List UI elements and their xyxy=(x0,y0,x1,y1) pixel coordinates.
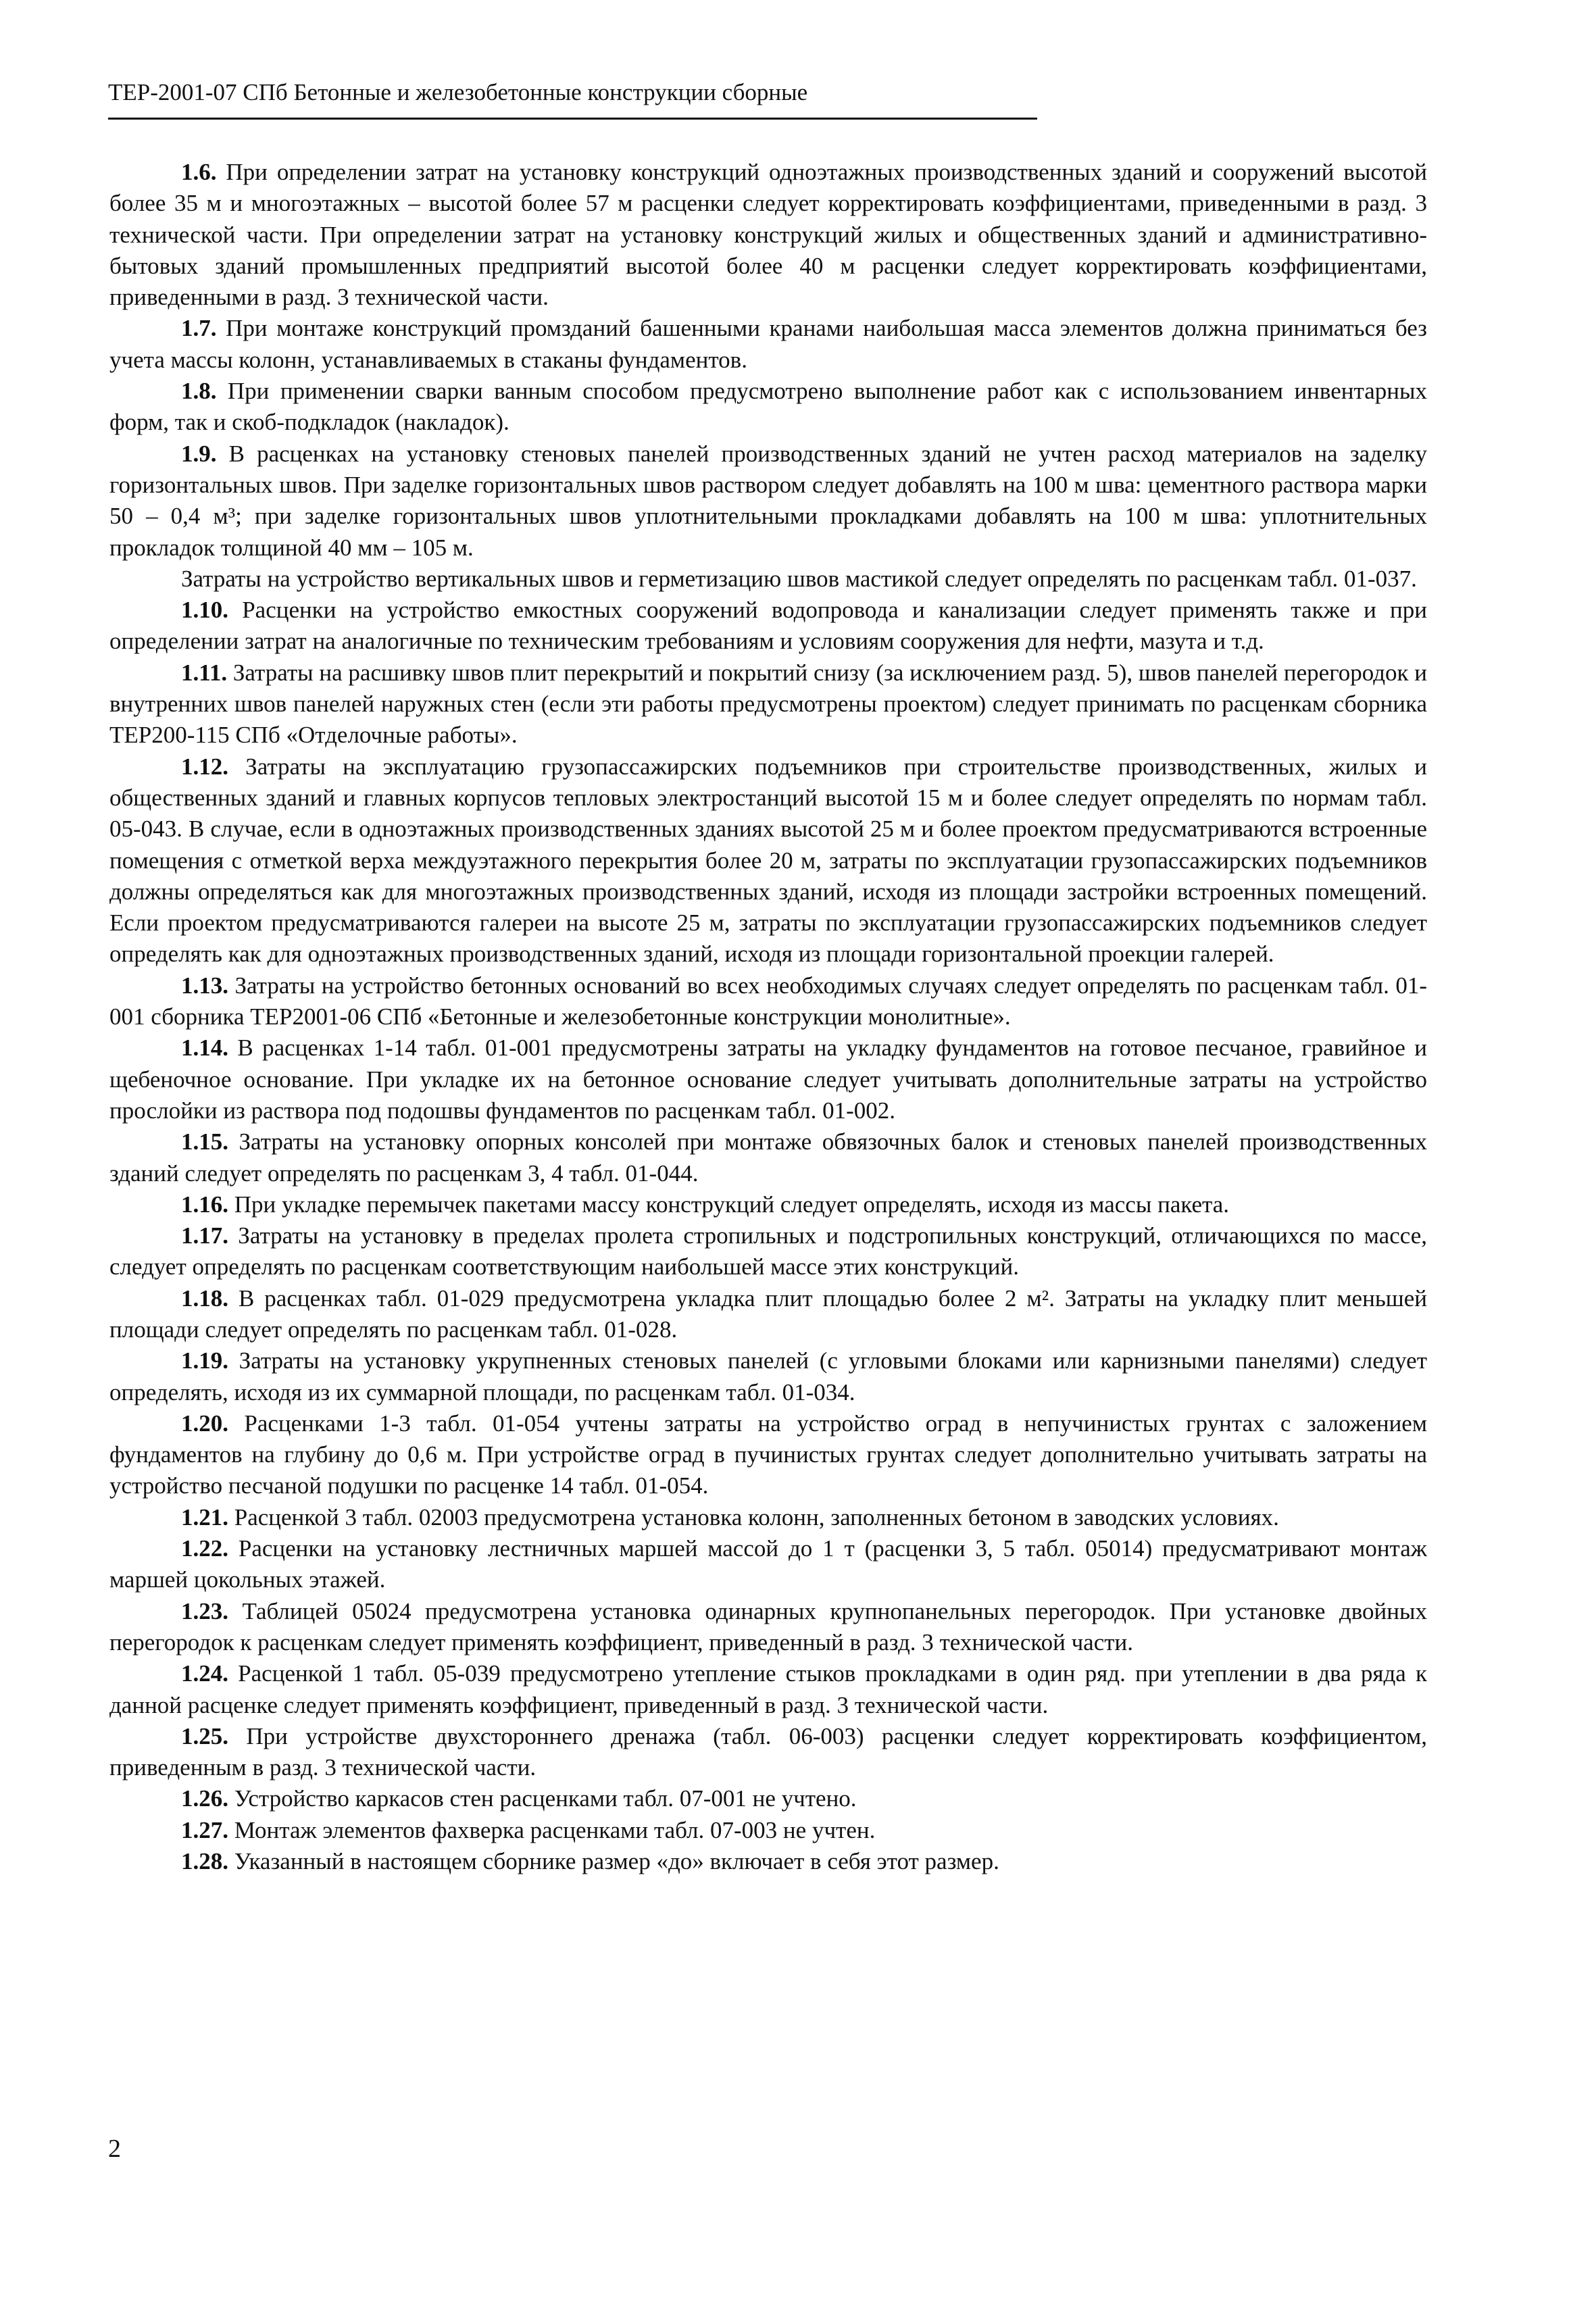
paragraph-1-9 xyxy=(109,439,1427,564)
clause-number: 1.20. xyxy=(181,1410,228,1437)
clause-number: 1.17. xyxy=(181,1222,228,1249)
paragraph-1-25 xyxy=(109,1721,1427,1784)
paragraph-1-9-cont xyxy=(109,564,1427,595)
clause-text: При определении затрат на установку конструкций одноэтажных производственных зданий и сооружений высотой более 35 м и многоэтажных – высотой более 57 м расценки следует корректировать коэффициентами, приведенными в разд. 3 технической части. При определении затрат на установку конструкций жилых и общественных зданий и административно-бытовых зданий промышленных предприятий высотой более 40 м расценки следует корректировать коэффициентами, приведенными в разд. 3 технической части. xyxy=(109,159,1427,311)
clause-text: Затраты на эксплуатацию грузопассажирских подъемников при строительстве производственных, жилых и общественных зданий и главных корпусов тепловых электростанций высотой 15 м и более следует определять по нормам табл. 05-043. В случае, если в одноэтажных производственных зданиях высотой 25 м и более проектом предусматриваются встроенные помещения с отметкой верха междуэтажного перекрытия более 20 м, затраты по эксплуатации грузопассажирских подъемников должны определяться как для многоэтажных производственных зданий, исходя из площади застройки встроенных помещений. Если проектом предусматриваются галереи на высоте 25 м, затраты по эксплуатации грузопассажирских подъемников следует определять как для одноэтажных производственных зданий, исходя из площади горизонтальной проекции галерей. xyxy=(109,753,1427,968)
paragraph-1-22 xyxy=(109,1533,1427,1596)
paragraph-1-20 xyxy=(109,1408,1427,1502)
paragraph-1-21 xyxy=(109,1502,1427,1533)
document-body xyxy=(109,157,1427,1877)
paragraph-1-24 xyxy=(109,1658,1427,1721)
clause-text: Затраты на устройство вертикальных швов и герметизацию швов мастикой следует определять по расценкам табл. 01-037. xyxy=(181,565,1417,592)
clause-number: 1.19. xyxy=(181,1347,228,1374)
clause-text: Указанный в настоящем сборнике размер «до» включает в себя этот размер. xyxy=(228,1848,999,1875)
paragraph-1-26 xyxy=(109,1783,1427,1814)
clause-text: В расценках 1-14 табл. 01-001 предусмотрены затраты на укладку фундаментов на готовое песчаное, гравийное и щебеночное основание. При укладке их на бетонное основание следует учитывать дополнительные затраты на устройство прослойки из раствора под подошвы фундаментов по расценкам табл. 01-002. xyxy=(109,1035,1427,1124)
clause-number: 1.13. xyxy=(181,972,228,999)
clause-number: 1.9. xyxy=(181,440,217,467)
clause-number: 1.8. xyxy=(181,378,217,405)
clause-number: 1.12. xyxy=(181,753,228,780)
paragraph-1-15 xyxy=(109,1126,1427,1189)
clause-text: При устройстве двухстороннего дренажа (табл. 06-003) расценки следует корректировать коэффициентом, приведенным в разд. 3 технической части. xyxy=(109,1722,1427,1781)
clause-number: 1.24. xyxy=(181,1660,228,1687)
paragraph-1-14 xyxy=(109,1032,1427,1126)
clause-number: 1.18. xyxy=(181,1285,228,1312)
clause-number: 1.23. xyxy=(181,1597,228,1624)
running-header: ТЕР-2001-07 СПб Бетонные и железобетонные конструкции сборные xyxy=(108,79,808,105)
clause-text: При укладке перемычек пакетами массу конструкций следует определять, исходя из массы пакета. xyxy=(228,1191,1230,1218)
clause-number: 1.15. xyxy=(181,1128,228,1155)
clause-text: В расценках табл. 01-029 предусмотрена укладка плит площадью более 2 м². Затраты на укладку плит меньшей площади следует определять по расценкам табл. 01-028. xyxy=(109,1285,1427,1343)
clause-number: 1.7. xyxy=(181,315,217,342)
paragraph-1-10 xyxy=(109,595,1427,657)
clause-number: 1.22. xyxy=(181,1535,228,1562)
clause-number: 1.14. xyxy=(181,1035,228,1062)
clause-text: Затраты на установку в пределах пролета стропильных и подстропильных конструкций, отличающихся по массе, следует определять по расценкам соответствующим наибольшей массе этих конструкций. xyxy=(109,1222,1427,1280)
clause-text: При применении сварки ванным способом предусмотрено выполнение работ как с использованием инвентарных форм, так и скоб-подкладок (накладок). xyxy=(109,378,1427,436)
clause-number: 1.27. xyxy=(181,1816,228,1843)
clause-text: Таблицей 05024 предусмотрена установка одинарных крупнопанельных перегородок. При установке двойных перегородок к расценкам следует применять коэффициент, приведенный в разд. 3 технической части. xyxy=(109,1597,1427,1656)
paragraph-1-28 xyxy=(109,1846,1427,1877)
clause-text: При монтаже конструкций промзданий башенными кранами наибольшая масса элементов должна приниматься без учета массы колонн, устанавливаемых в стаканы фундаментов. xyxy=(109,315,1427,373)
clause-text: Расценки на установку лестничных маршей массой до 1 т (расценки 3, 5 табл. 05014) предусматривают монтаж маршей цокольных этажей. xyxy=(109,1535,1427,1593)
clause-number: 1.28. xyxy=(181,1848,228,1875)
clause-number: 1.16. xyxy=(181,1191,228,1218)
clause-text: Монтаж элементов фахверка расценками табл. 07-003 не учтен. xyxy=(228,1816,876,1843)
clause-text: Затраты на устройство бетонных оснований во всех необходимых случаях следует определять по расценкам табл. 01-001 сборника ТЕР2001-06 СПб «Бетонные и железобетонные конструкции монолитные». xyxy=(109,972,1427,1030)
paragraph-1-19 xyxy=(109,1345,1427,1408)
paragraph-1-17 xyxy=(109,1220,1427,1283)
clause-text: Затраты на расшивку швов плит перекрытий и покрытий снизу (за исключением разд. 5), швов панелей перегородок и внутренних швов панелей наружных стен (если эти работы предусмотрены проектом) следует принимать по расценкам сборника ТЕР200-115 СПб «Отделочные работы». xyxy=(109,659,1427,749)
clause-number: 1.25. xyxy=(181,1722,228,1749)
page-number: 2 xyxy=(108,2135,121,2163)
paragraph-1-27 xyxy=(109,1815,1427,1846)
clause-number: 1.11. xyxy=(181,659,228,686)
clause-number: 1.26. xyxy=(181,1785,228,1812)
clause-number: 1.6. xyxy=(181,159,217,185)
header-divider xyxy=(108,118,1037,120)
paragraph-1-23 xyxy=(109,1596,1427,1659)
clause-text: Затраты на установку опорных консолей при монтаже обвязочных балок и стеновых панелей производственных зданий следует определять по расценкам 3, 4 табл. 01-044. xyxy=(109,1128,1427,1187)
clause-text: Расценкой 3 табл. 02003 предусмотрена установка колонн, заполненных бетоном в заводских условиях. xyxy=(228,1503,1279,1530)
clause-text: Устройство каркасов стен расценками табл. 07-001 не учтено. xyxy=(228,1785,857,1812)
clause-text: Расценки на устройство емкостных сооружений водопровода и канализации следует применять также и при определении затрат на аналогичные по техническим требованиям и условиям сооружения для нефти, мазута и т.д. xyxy=(109,597,1427,655)
paragraph-1-13 xyxy=(109,970,1427,1033)
clause-text: Расценкой 1 табл. 05-039 предусмотрено утепление стыков прокладками в один ряд. при утеплении в два ряда к данной расценке следует применять коэффициент, приведенный в разд. 3 технической части. xyxy=(109,1660,1427,1718)
paragraph-1-8 xyxy=(109,376,1427,439)
clause-text: В расценках на установку стеновых панелей производственных зданий не учтен расход материалов на заделку горизонтальных швов. При заделке горизонтальных швов раствором следует добавлять на 100 м шва: цементного раствора марки 50 – 0,4 м³; при заделке горизонтальных швов уплотнительными прокладками добавлять на 100 м шва: уплотнительных прокладок толщиной 40 мм – 105 м. xyxy=(109,440,1427,561)
clause-number: 1.21. xyxy=(181,1503,228,1530)
paragraph-1-7 xyxy=(109,313,1427,376)
paragraph-1-6 xyxy=(109,157,1427,313)
clause-text: Расценками 1-3 табл. 01-054 учтены затраты на устройство оград в непучинистых грунтах с заложением фундаментов на глубину до 0,6 м. При устройстве оград в пучинистых грунтах следует дополнительно учитывать затраты на устройство песчаной подушки по расценке 14 табл. 01-054. xyxy=(109,1410,1427,1499)
paragraph-1-11 xyxy=(109,657,1427,751)
clause-text: Затраты на установку укрупненных стеновых панелей (с угловыми блоками или карнизными панелями) следует определять, исходя из их суммарной площади, по расценкам табл. 01-034. xyxy=(109,1347,1427,1405)
clause-number: 1.10. xyxy=(181,597,228,624)
paragraph-1-12 xyxy=(109,751,1427,970)
paragraph-1-18 xyxy=(109,1283,1427,1346)
paragraph-1-16 xyxy=(109,1189,1427,1220)
